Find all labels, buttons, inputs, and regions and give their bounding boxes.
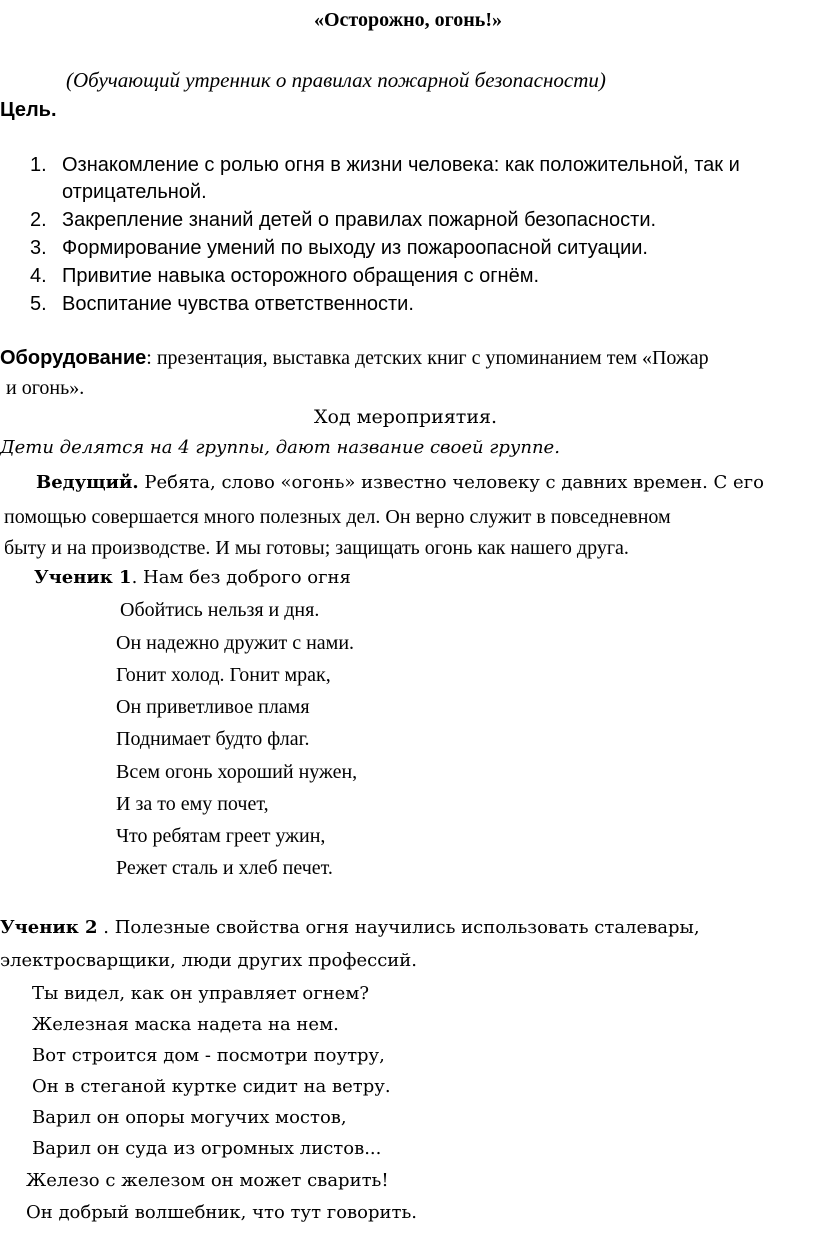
page-subtitle: (Обучающий утренник о правилах пожарной безопасности) bbox=[66, 68, 606, 92]
event-heading: Ход мероприятия. bbox=[314, 406, 498, 428]
list-item-number: 2. bbox=[30, 209, 47, 231]
list-item bbox=[0, 210, 816, 234]
poem-line: Обойтись нельзя и дня. bbox=[120, 599, 320, 621]
poem-line: Он надежно дружит с нами. bbox=[116, 632, 355, 654]
groups-note: Дети делятся на 4 группы, дают название своей группе. bbox=[0, 437, 560, 458]
list-item-number: 5. bbox=[30, 293, 47, 315]
host-line-1 bbox=[36, 474, 764, 492]
poem-line: Он добрый волшебник, что тут говорить. bbox=[26, 1202, 417, 1223]
poem-line: Что ребятам греет ужин, bbox=[116, 825, 326, 847]
host-line-3: быту и на производстве. И мы готовы; защищать огонь как нашего друга. bbox=[4, 537, 629, 559]
list-item-text: Привитие навыка осторожного обращения с огнём. bbox=[62, 265, 540, 287]
poem-line: Ты видел, как он управляет огнем? bbox=[32, 983, 369, 1004]
poem-line: Всем огонь хороший нужен, bbox=[116, 761, 358, 783]
student1-label: Ученик 1 bbox=[34, 567, 132, 588]
host-label: Ведущий. bbox=[36, 472, 139, 493]
poem-line: И за то ему почет, bbox=[116, 793, 269, 815]
student2-label: Ученик 2 bbox=[0, 917, 98, 938]
list-item bbox=[0, 294, 816, 318]
student2-second-line: электросварщики, люди других профессий. bbox=[0, 950, 418, 971]
equipment-text: : презентация, выставка детских книг с упоминанием тем «Пожар bbox=[146, 347, 709, 369]
student1-first-line bbox=[34, 569, 351, 587]
list-item-text: Формирование умений по выходу из пожароопасной ситуации. bbox=[62, 237, 648, 259]
poem-line: Режет сталь и хлеб печет. bbox=[116, 857, 333, 879]
list-item-continuation bbox=[0, 182, 816, 206]
list-item-text: Ознакомление с ролью огня в жизни человека: как положительной, так и bbox=[62, 154, 740, 176]
list-item-text: Воспитание чувства ответственности. bbox=[62, 293, 414, 315]
page-title: «Осторожно, огонь!» bbox=[314, 9, 502, 31]
poem-line: Он в стеганой куртке сидит на ветру. bbox=[32, 1076, 391, 1097]
poem-line: Поднимает будто флаг. bbox=[116, 728, 310, 750]
list-item-text: Закрепление знаний детей о правилах пожарной безопасности. bbox=[62, 209, 657, 231]
list-item bbox=[0, 238, 816, 262]
list-item bbox=[0, 155, 816, 179]
host-line-2: помощью совершается много полезных дел. Он верно служит в повседневном bbox=[4, 506, 671, 528]
poem-line: Варил он опоры могучих мостов, bbox=[32, 1107, 347, 1128]
poem-line: Железная маска надета на нем. bbox=[32, 1014, 339, 1035]
list-item-number: 1. bbox=[30, 154, 47, 176]
list-item-number: 4. bbox=[30, 265, 47, 287]
poem-line: Он приветливое пламя bbox=[116, 696, 310, 718]
list-item-text: отрицательной. bbox=[62, 181, 207, 203]
equipment-label: Оборудование bbox=[0, 347, 147, 369]
poem-line: Варил он суда из огромных листов... bbox=[32, 1138, 382, 1159]
equipment-line bbox=[0, 348, 709, 368]
student2-first-line bbox=[0, 919, 700, 937]
list-item bbox=[0, 266, 816, 290]
student2-text: . Полезные свойства огня научились использовать сталевары, bbox=[97, 917, 700, 938]
poem-line: Вот строится дом - посмотри поутру, bbox=[32, 1045, 385, 1066]
list-item-number: 3. bbox=[30, 237, 47, 259]
poem-line: Гонит холод. Гонит мрак, bbox=[116, 664, 331, 686]
host-text: Ребята, слово «огонь» известно человеку с давних времен. С его bbox=[138, 472, 764, 493]
poem-line: Железо с железом он может сварить! bbox=[26, 1170, 389, 1191]
student1-text: . Нам без доброго огня bbox=[131, 567, 351, 588]
equipment-continuation: и огонь». bbox=[6, 377, 85, 399]
goal-heading: Цель. bbox=[0, 99, 57, 121]
